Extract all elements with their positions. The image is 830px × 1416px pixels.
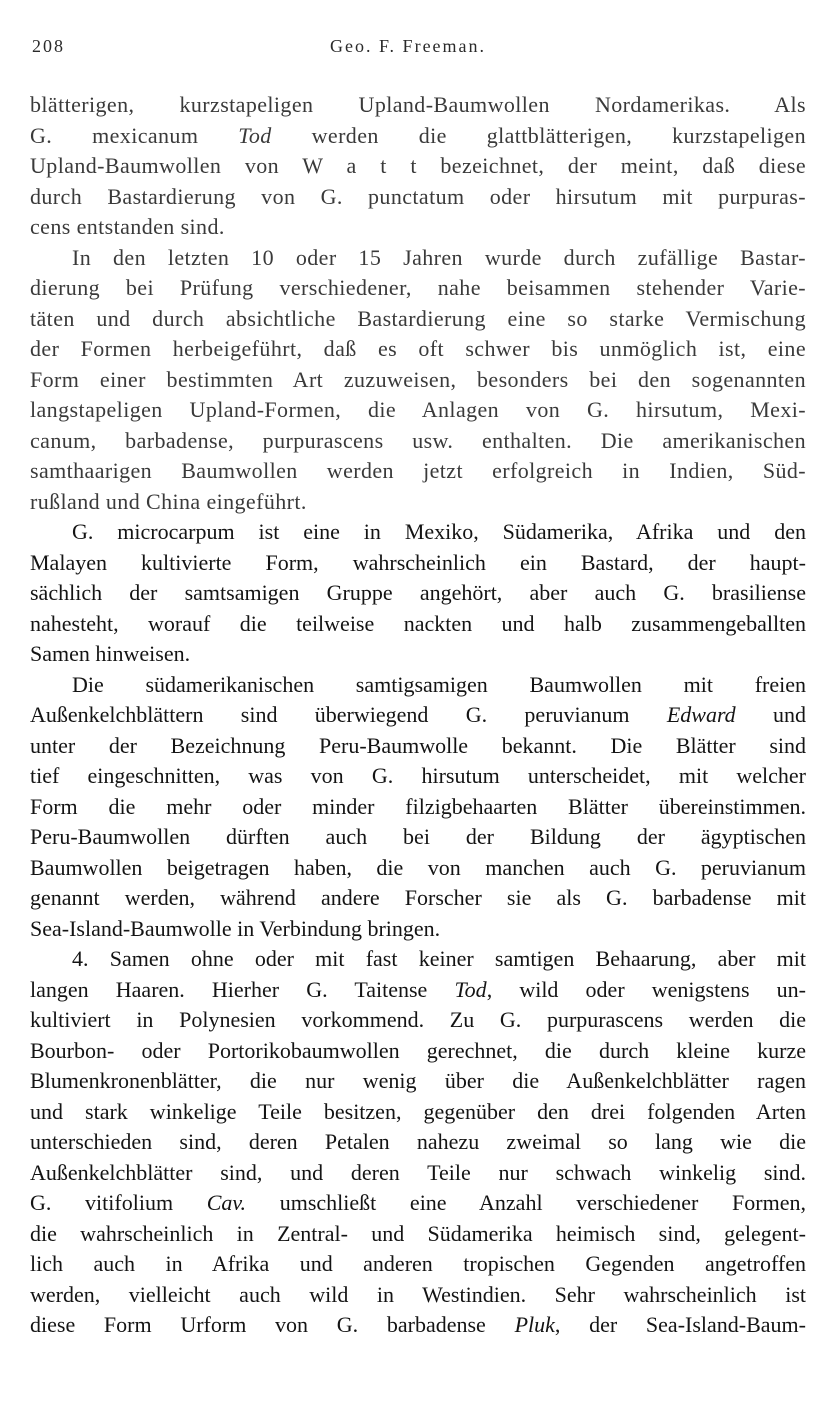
text-line: der Formen herbeigeführt, daß es oft schwer bis unmöglich ist, eine	[30, 336, 806, 361]
paragraph-5	[30, 944, 806, 1341]
text-line: und stark winkelige Teile besitzen, gegenüber den drei folgenden Arten	[30, 1098, 806, 1124]
text-line: cens entstanden sind.	[30, 214, 225, 239]
text-line: die wahrscheinlich in Zentral- und Südamerika heimisch sind, gelegent-	[30, 1220, 806, 1246]
text-line: Form einer bestimmten Art zuzuweisen, besonders bei den sogenannten	[30, 366, 806, 392]
text-line: Sea-Island-Baumwolle in Verbindung bringen.	[30, 915, 441, 941]
text-line: Form die mehr oder minder filzigbehaarten Blätter übereinstimmen.	[30, 793, 806, 819]
text-line: Die südamerikanischen samtigsamigen Baumwollen mit freien	[72, 671, 806, 697]
text-line: langstapeligen Upland-Formen, die Anlagen von G. hirsutum, Mexi-	[30, 397, 806, 422]
page-number: 208	[32, 36, 65, 56]
text-line: nahesteht, worauf die teilweise nackten und halb zusammengeballten	[30, 610, 806, 636]
text-line: blätterigen, kurzstapeligen Upland-Baumwollen Nordamerikas. Als	[30, 92, 806, 117]
text-line: G. vitifolium Cav. umschließt eine Anzahl verschiedener Formen,	[30, 1190, 806, 1215]
text-line: Upland-Baumwollen von W a t t bezeichnet, der meint, daß diese	[30, 153, 806, 178]
text-line: unterschieden sind, deren Petalen nahezu zweimal so lang wie die	[30, 1129, 806, 1154]
text-line: Außenkelchblätter sind, und deren Teile nur schwach winkelig sind.	[30, 1159, 806, 1185]
text-line: tief eingeschnitten, was von G. hirsutum unterscheidet, mit welcher	[30, 763, 806, 788]
text-line: Baumwollen beigetragen haben, die von manchen auch G. peruvianum	[30, 854, 806, 880]
text-line: unter der Bezeichnung Peru-Baumwolle bekannt. Die Blätter sind	[30, 732, 806, 758]
page-header	[30, 30, 806, 64]
text-line: Blumenkronenblätter, die nur wenig über die Außenkelchblätter ragen	[30, 1068, 806, 1093]
running-head: Geo. F. Freeman.	[330, 36, 487, 56]
text-line: 4. Samen ohne oder mit fast keiner samtigen Behaarung, aber mit	[72, 946, 806, 971]
text-line: G. mexicanum Tod werden die glattblätterigen, kurzstapeligen	[30, 122, 806, 148]
page-body	[30, 90, 806, 1341]
text-line: diese Form Urform von G. barbadense Pluk, der Sea-Island-Baum-	[30, 1312, 806, 1337]
paragraph-2	[30, 243, 806, 518]
text-line: canum, barbadense, purpurascens usw. enthalten. Die amerikanischen	[30, 427, 806, 453]
text-line: kultiviert in Polynesien vorkommend. Zu G. purpurascens werden die	[30, 1007, 806, 1032]
text-line: Samen hinweisen.	[30, 641, 191, 666]
text-line: täten und durch absichtliche Bastardierung eine so starke Vermischung	[30, 305, 806, 331]
text-line: genannt werden, während andere Forscher sie als G. barbadense mit	[30, 885, 806, 910]
paragraph-1	[30, 90, 806, 243]
text-line: dierung bei Prüfung verschiedener, nahe beisammen stehender Varie-	[30, 275, 806, 300]
text-line: Außenkelchblättern sind überwiegend G. peruvianum Edward und	[30, 702, 806, 727]
text-line: lich auch in Afrika und anderen tropischen Gegenden angetroffen	[30, 1251, 806, 1276]
text-line: Peru-Baumwollen dürften auch bei der Bildung der ägyptischen	[30, 824, 806, 849]
text-line: G. microcarpum ist eine in Mexiko, Südamerika, Afrika und den	[72, 519, 806, 544]
text-line: durch Bastardierung von G. punctatum oder hirsutum mit purpuras-	[30, 183, 806, 209]
text-line: langen Haaren. Hierher G. Taitense Tod, wild oder wenigstens un-	[30, 976, 806, 1002]
text-line: Malayen kultivierte Form, wahrscheinlich ein Bastard, der haupt-	[30, 549, 806, 575]
book-page	[30, 30, 806, 1341]
text-line: samthaarigen Baumwollen werden jetzt erfolgreich in Indien, Süd-	[30, 458, 806, 483]
paragraph-3	[30, 517, 806, 670]
text-line: In den letzten 10 oder 15 Jahren wurde durch zufällige Bastar-	[72, 244, 806, 270]
text-line: Bourbon- oder Portorikobaumwollen gerechnet, die durch kleine kurze	[30, 1037, 806, 1063]
text-line: sächlich der samtsamigen Gruppe angehört, aber auch G. brasiliense	[30, 580, 806, 605]
paragraph-4	[30, 670, 806, 945]
text-line: rußland und China eingeführt.	[30, 488, 307, 514]
text-line: werden, vielleicht auch wild in Westindien. Sehr wahrscheinlich ist	[30, 1281, 806, 1307]
